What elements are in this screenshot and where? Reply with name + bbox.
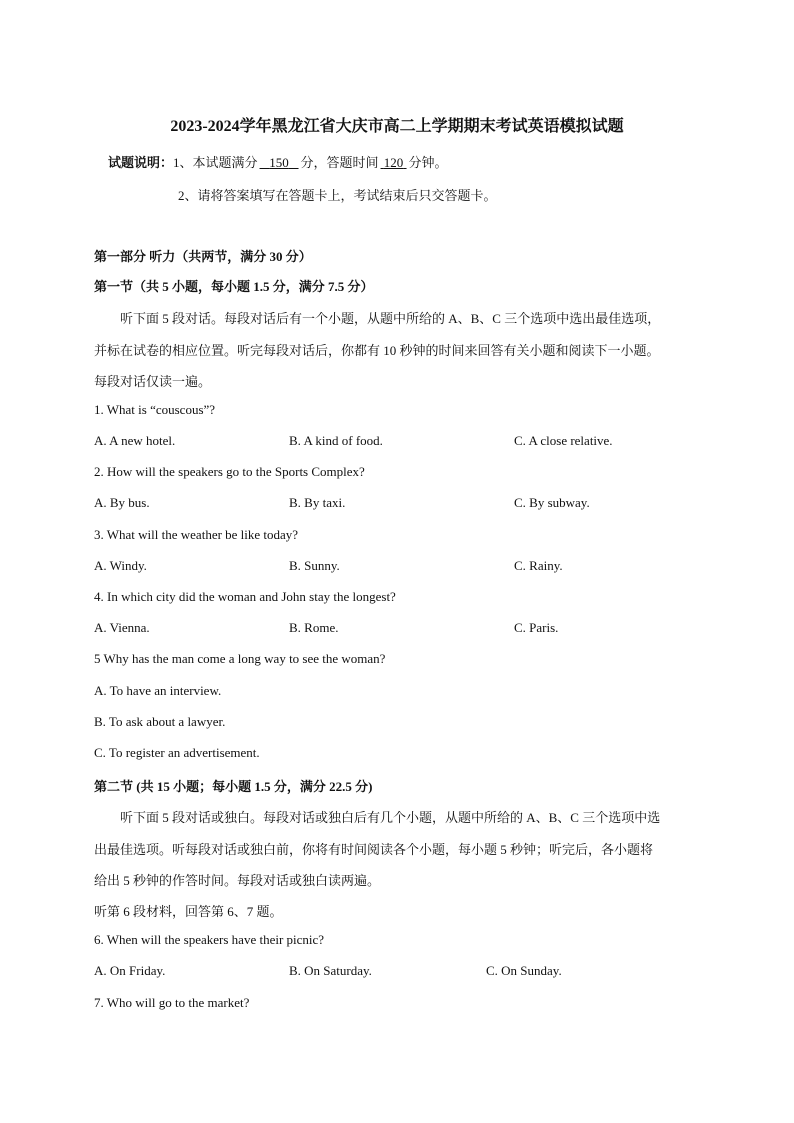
q1-option-b: B. A kind of food.	[289, 433, 383, 448]
q3-option-c: C. Rainy.	[514, 558, 563, 573]
exam-time: 120	[383, 155, 404, 170]
instructions-text-2: 分，答题时间	[300, 155, 379, 170]
question-2: 2. How will the speakers go to the Sports Complex?	[94, 464, 365, 479]
question-3: 3. What will the weather be like today?	[94, 527, 299, 542]
question-1: 1. What is “couscous”?	[94, 402, 216, 417]
question-4: 4. In which city did the woman and John stay the longest?	[94, 589, 396, 604]
q2-option-b: B. By taxi.	[289, 495, 346, 510]
q5-option-a: A. To have an interview.	[94, 683, 222, 698]
question-5: 5 Why has the man come a long way to see the woman?	[94, 651, 386, 666]
q3-option-a: A. Windy.	[94, 558, 147, 573]
full-score: 150	[269, 155, 289, 170]
section2-directions-1: 听下面 5 段对话或独白。每段对话或独白后有几个小题，从题中所给的 A、B、C 三个选项中选	[120, 810, 661, 825]
section1-directions-1: 听下面 5 段对话。每段对话后有一个小题，从题中所给的 A、B、C 三个选项中选出最佳选项，	[120, 311, 661, 326]
instructions-line-1	[108, 152, 448, 171]
q1-option-c: C. A close relative.	[514, 433, 613, 448]
q2-option-c: C. By subway.	[514, 495, 590, 510]
q5-option-b: B. To ask about a lawyer.	[94, 714, 226, 729]
q6-option-b: B. On Saturday.	[289, 963, 372, 978]
q6-option-c: C. On Sunday.	[486, 963, 562, 978]
q4-option-b: B. Rome.	[289, 620, 339, 635]
section2-heading: 第二节 (共 15 小题；每小题 1.5 分，满分 22.5 分)	[94, 779, 373, 794]
instructions-line-2: 2、请将答案填写在答题卡上，考试结束后只交答题卡。	[178, 188, 497, 203]
q4-option-c: C. Paris.	[514, 620, 559, 635]
section2-directions-3: 给出 5 秒钟的作答时间。每段对话或独白读两遍。	[94, 873, 381, 888]
question-6: 6. When will the speakers have their picnic?	[94, 932, 325, 947]
q4-option-a: A. Vienna.	[94, 620, 150, 635]
exam-title: 2023-2024学年黑龙江省大庆市高二上学期期末考试英语模拟试题	[170, 118, 624, 135]
section2-directions-2: 出最佳选项。听每段对话或独白前，你将有时间阅读各个小题，每小题 5 秒钟；听完后，各小题将	[94, 842, 654, 857]
question-7: 7. Who will go to the market?	[94, 995, 250, 1010]
instructions-text-3: 分钟。	[408, 155, 448, 170]
section1-directions-2: 并标在试卷的相应位置。听完每段对话后，你都有 10 秒钟的时间来回答有关小题和阅读下一小题。	[94, 343, 660, 358]
instructions-text-1: 1、本试题满分	[173, 155, 258, 170]
q2-option-a: A. By bus.	[94, 495, 150, 510]
section1-directions-3: 每段对话仅读一遍。	[94, 374, 212, 389]
q5-option-c: C. To register an advertisement.	[94, 745, 260, 760]
instructions-label: 试题说明：	[108, 155, 174, 170]
section1-heading: 第一节（共 5 小题，每小题 1.5 分，满分 7.5 分）	[94, 279, 374, 294]
material-note: 听第 6 段材料，回答第 6、7 题。	[94, 904, 283, 919]
q1-option-a: A. A new hotel.	[94, 433, 176, 448]
q6-option-a: A. On Friday.	[94, 963, 166, 978]
q3-option-b: B. Sunny.	[289, 558, 340, 573]
part1-heading: 第一部分 听力（共两节，满分 30 分）	[94, 249, 312, 264]
